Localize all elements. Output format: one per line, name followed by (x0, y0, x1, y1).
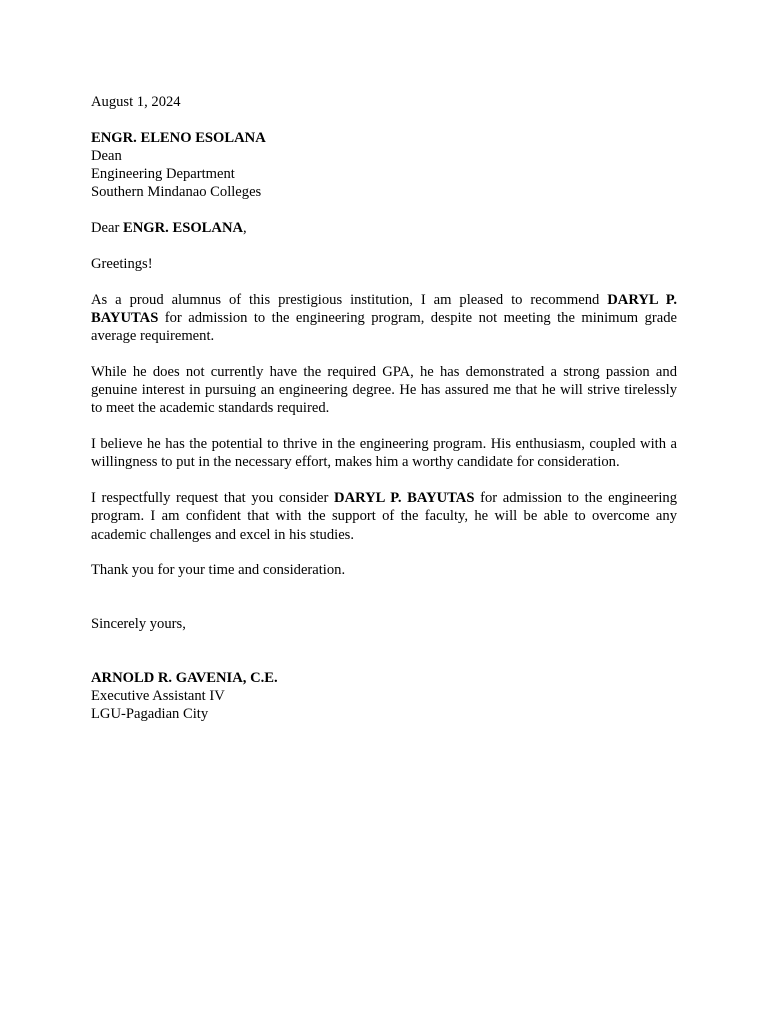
letter-date: August 1, 2024 (91, 94, 181, 110)
recipient-title: Dean (91, 148, 122, 164)
recipient-institution: Southern Mindanao Colleges (91, 184, 262, 201)
candidate-name: DARYL P. BAYUTAS (91, 291, 677, 326)
salutation-suffix: , (243, 220, 247, 237)
salutation-prefix: Dear (91, 220, 124, 237)
signatory-position: Executive Assistant IV (91, 688, 225, 705)
signatory-office: LGU-Pagadian City (91, 706, 209, 723)
salutation (91, 219, 677, 237)
paragraph-1-after: for admission to the engineering program, despite not meeting the minimum grade average requirement. (91, 310, 677, 345)
recipient-department: Engineering Department (91, 166, 235, 183)
signatory-name: ARNOLD R. GAVENIA, C.E. (91, 670, 278, 686)
paragraph-1-before: As a proud alumnus of this prestigious institution, I am pleased to recommend (91, 291, 608, 308)
recipient-block (91, 129, 677, 202)
paragraph-recommendation (91, 291, 677, 346)
candidate-name: DARYL P. BAYUTAS (334, 490, 475, 507)
letter-body (91, 93, 677, 724)
paragraph-4-after: for admission to the engineering program. I am confident that with the support of the faculty, he will be able to overcome any academic challenges and excel in his studies. (91, 490, 677, 543)
paragraph-4-before: I respectfully request that you consider (91, 490, 335, 507)
greeting: Greetings! (91, 256, 153, 272)
closing-line: Sincerely yours, (91, 616, 186, 633)
thanks-line: Thank you for your time and consideration. (91, 562, 346, 579)
salutation-name: ENGR. ESOLANA (123, 220, 244, 237)
paragraph-request (91, 489, 677, 544)
paragraph-gpa: While he does not currently have the required GPA, he has demonstrated a strong passion and genuine interest in pursuing an engineering degree. He has assured me that he will strive tirelessly to meet the academic standards required. (91, 364, 677, 417)
recipient-name: ENGR. ELENO ESOLANA (91, 129, 266, 146)
paragraph-potential: I believe he has the potential to thrive in the engineering program. His enthusiasm, coupled with a willingness to put in the necessary effort, makes him a worthy candidate for consideration. (91, 436, 677, 471)
signature-block (91, 669, 677, 724)
